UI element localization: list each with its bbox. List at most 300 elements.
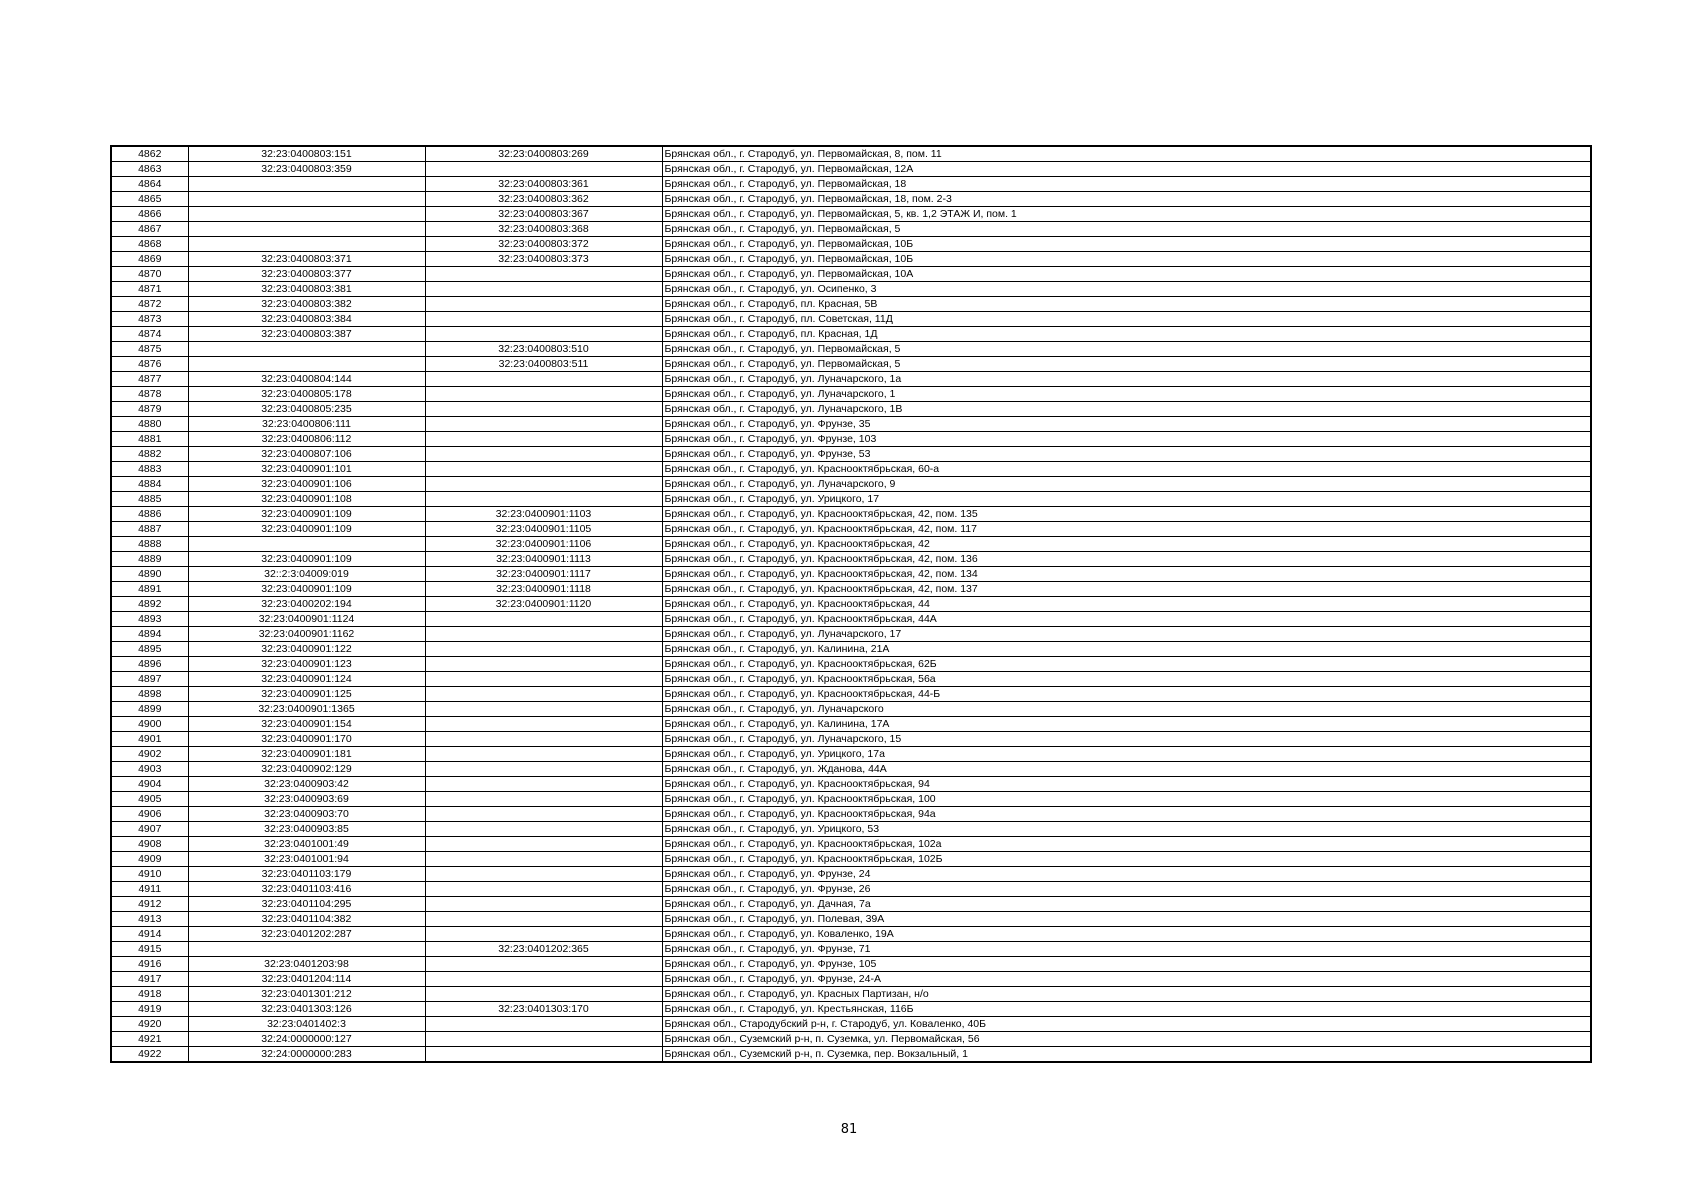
table-row <box>111 612 1591 627</box>
object-cadastral-number-cell <box>425 732 662 747</box>
object-cadastral-number-cell <box>425 777 662 792</box>
object-cadastral-number-cell <box>425 267 662 282</box>
address-cell: Брянская обл., г. Стародуб, ул. Первомайская, 5 <box>662 342 1591 357</box>
cadastral-number-cell: 32:24:0000000:283 <box>188 1047 425 1063</box>
row-number-cell: 4919 <box>111 1002 188 1017</box>
address-cell: Брянская обл., г. Стародуб, ул. Фрунзе, 35 <box>662 417 1591 432</box>
object-cadastral-number-cell <box>425 882 662 897</box>
address-cell: Брянская обл., г. Стародуб, ул. Краснооктябрьская, 94 <box>662 777 1591 792</box>
cadastral-number-cell <box>188 537 425 552</box>
address-cell: Брянская обл., г. Стародуб, ул. Краснооктябрьская, 42, пом. 136 <box>662 552 1591 567</box>
row-number-cell: 4883 <box>111 462 188 477</box>
table-row <box>111 897 1591 912</box>
object-cadastral-number-cell <box>425 717 662 732</box>
object-cadastral-number-cell <box>425 1017 662 1032</box>
address-cell: Брянская обл., г. Стародуб, ул. Осипенко, 3 <box>662 282 1591 297</box>
cadastral-number-cell: 32:23:0400806:111 <box>188 417 425 432</box>
row-number-cell: 4884 <box>111 477 188 492</box>
table-row <box>111 657 1591 672</box>
object-cadastral-number-cell <box>425 657 662 672</box>
object-cadastral-number-cell: 32:23:0400803:368 <box>425 222 662 237</box>
cadastral-number-cell: 32:23:0400903:70 <box>188 807 425 822</box>
table-row <box>111 192 1591 207</box>
object-cadastral-number-cell <box>425 297 662 312</box>
object-cadastral-number-cell <box>425 372 662 387</box>
page-number: 81 <box>840 1122 858 1137</box>
table-row <box>111 177 1591 192</box>
row-number-cell: 4894 <box>111 627 188 642</box>
cadastral-number-cell <box>188 237 425 252</box>
row-number-cell: 4872 <box>111 297 188 312</box>
row-number-cell: 4868 <box>111 237 188 252</box>
table-row <box>111 837 1591 852</box>
address-cell: Брянская обл., г. Стародуб, ул. Краснооктябрьская, 62Б <box>662 657 1591 672</box>
address-cell: Брянская обл., Суземский р-н, п. Суземка, ул. Первомайская, 56 <box>662 1032 1591 1047</box>
address-cell: Брянская обл., г. Стародуб, ул. Краснооктябрьская, 44 <box>662 597 1591 612</box>
object-cadastral-number-cell <box>425 867 662 882</box>
object-cadastral-number-cell: 32:23:0400803:510 <box>425 342 662 357</box>
row-number-cell: 4920 <box>111 1017 188 1032</box>
address-cell: Брянская обл., г. Стародуб, ул. Краснооктябрьская, 42, пом. 134 <box>662 567 1591 582</box>
table-row <box>111 477 1591 492</box>
object-cadastral-number-cell <box>425 747 662 762</box>
object-cadastral-number-cell: 32:23:0400901:1120 <box>425 597 662 612</box>
address-cell: Брянская обл., г. Стародуб, ул. Луначарского, 1 <box>662 387 1591 402</box>
object-cadastral-number-cell: 32:23:0400901:1117 <box>425 567 662 582</box>
row-number-cell: 4922 <box>111 1047 188 1063</box>
table-row <box>111 146 1591 162</box>
cadastral-number-cell: 32:23:0401103:416 <box>188 882 425 897</box>
table-body <box>111 146 1591 1062</box>
cadastral-number-cell: 32:23:0401203:98 <box>188 957 425 972</box>
cadastral-number-cell: 32:23:0400803:384 <box>188 312 425 327</box>
cadastral-number-cell: 32:23:0401001:49 <box>188 837 425 852</box>
address-cell: Брянская обл., г. Стародуб, ул. Краснооктябрьская, 42, пом. 135 <box>662 507 1591 522</box>
table-row <box>111 387 1591 402</box>
cadastral-number-cell <box>188 177 425 192</box>
table-row <box>111 417 1591 432</box>
address-cell: Брянская обл., г. Стародуб, ул. Жданова, 44А <box>662 762 1591 777</box>
object-cadastral-number-cell <box>425 432 662 447</box>
table-row <box>111 627 1591 642</box>
object-cadastral-number-cell <box>425 1032 662 1047</box>
object-cadastral-number-cell: 32:23:0400803:372 <box>425 237 662 252</box>
object-cadastral-number-cell: 32:23:0401202:365 <box>425 942 662 957</box>
address-cell: Брянская обл., г. Стародуб, ул. Фрунзе, 105 <box>662 957 1591 972</box>
object-cadastral-number-cell <box>425 762 662 777</box>
address-cell: Брянская обл., г. Стародуб, ул. Первомайская, 10Б <box>662 252 1591 267</box>
table-row <box>111 402 1591 417</box>
cadastral-number-cell: 32:23:0400805:235 <box>188 402 425 417</box>
row-number-cell: 4900 <box>111 717 188 732</box>
cadastral-number-cell <box>188 357 425 372</box>
object-cadastral-number-cell <box>425 852 662 867</box>
object-cadastral-number-cell: 32:23:0400803:511 <box>425 357 662 372</box>
table-row <box>111 972 1591 987</box>
cadastral-number-cell: 32:23:0401104:295 <box>188 897 425 912</box>
cadastral-number-cell: 32:23:0400903:69 <box>188 792 425 807</box>
row-number-cell: 4874 <box>111 327 188 342</box>
table-row <box>111 582 1591 597</box>
address-cell: Брянская обл., г. Стародуб, ул. Урицкого, 17 <box>662 492 1591 507</box>
object-cadastral-number-cell <box>425 447 662 462</box>
cadastral-number-cell: 32:23:0400901:122 <box>188 642 425 657</box>
row-number-cell: 4864 <box>111 177 188 192</box>
row-number-cell: 4903 <box>111 762 188 777</box>
address-cell: Брянская обл., г. Стародуб, ул. Красных Партизан, н/о <box>662 987 1591 1002</box>
address-cell: Брянская обл., г. Стародуб, ул. Краснооктябрьская, 60-а <box>662 462 1591 477</box>
cadastral-number-cell: 32:23:0400803:382 <box>188 297 425 312</box>
address-cell: Брянская обл., г. Стародуб, ул. Луначарского, 17 <box>662 627 1591 642</box>
row-number-cell: 4887 <box>111 522 188 537</box>
table-row <box>111 867 1591 882</box>
row-number-cell: 4909 <box>111 852 188 867</box>
cadastral-number-cell: 32:23:0400901:124 <box>188 672 425 687</box>
cadastral-number-cell: 32:23:0400901:109 <box>188 552 425 567</box>
row-number-cell: 4905 <box>111 792 188 807</box>
table-row <box>111 747 1591 762</box>
object-cadastral-number-cell <box>425 462 662 477</box>
cadastral-number-cell: 32:23:0400902:129 <box>188 762 425 777</box>
row-number-cell: 4892 <box>111 597 188 612</box>
table-row <box>111 222 1591 237</box>
row-number-cell: 4886 <box>111 507 188 522</box>
row-number-cell: 4917 <box>111 972 188 987</box>
row-number-cell: 4899 <box>111 702 188 717</box>
address-cell: Брянская обл., г. Стародуб, ул. Первомайская, 8, пом. 11 <box>662 146 1591 162</box>
object-cadastral-number-cell <box>425 477 662 492</box>
row-number-cell: 4890 <box>111 567 188 582</box>
row-number-cell: 4873 <box>111 312 188 327</box>
row-number-cell: 4862 <box>111 146 188 162</box>
row-number-cell: 4880 <box>111 417 188 432</box>
row-number-cell: 4908 <box>111 837 188 852</box>
row-number-cell: 4891 <box>111 582 188 597</box>
property-registry-table <box>110 145 1592 1063</box>
table-row <box>111 777 1591 792</box>
row-number-cell: 4901 <box>111 732 188 747</box>
row-number-cell: 4885 <box>111 492 188 507</box>
table-row <box>111 432 1591 447</box>
row-number-cell: 4889 <box>111 552 188 567</box>
object-cadastral-number-cell <box>425 957 662 972</box>
cadastral-number-cell: 32:23:0401402:3 <box>188 1017 425 1032</box>
address-cell: Брянская обл., г. Стародуб, ул. Фрунзе, 24 <box>662 867 1591 882</box>
cadastral-number-cell: 32:23:0400901:108 <box>188 492 425 507</box>
table-row <box>111 597 1591 612</box>
cadastral-number-cell: 32:23:0400901:123 <box>188 657 425 672</box>
table-row <box>111 447 1591 462</box>
row-number-cell: 4913 <box>111 912 188 927</box>
table-row <box>111 957 1591 972</box>
row-number-cell: 4914 <box>111 927 188 942</box>
table-row <box>111 807 1591 822</box>
table-row <box>111 987 1591 1002</box>
row-number-cell: 4893 <box>111 612 188 627</box>
table-row <box>111 282 1591 297</box>
cadastral-number-cell: 32:23:0400901:170 <box>188 732 425 747</box>
object-cadastral-number-cell <box>425 897 662 912</box>
table-row <box>111 1047 1591 1063</box>
object-cadastral-number-cell: 32:23:0400803:361 <box>425 177 662 192</box>
row-number-cell: 4916 <box>111 957 188 972</box>
cadastral-number-cell: 32:23:0400901:109 <box>188 507 425 522</box>
table-row <box>111 462 1591 477</box>
row-number-cell: 4867 <box>111 222 188 237</box>
table-row <box>111 567 1591 582</box>
row-number-cell: 4918 <box>111 987 188 1002</box>
row-number-cell: 4911 <box>111 882 188 897</box>
cadastral-number-cell: 32:23:0400901:1365 <box>188 702 425 717</box>
address-cell: Брянская обл., г. Стародуб, ул. Калинина, 21А <box>662 642 1591 657</box>
cadastral-number-cell: 32:23:0401204:114 <box>188 972 425 987</box>
object-cadastral-number-cell: 32:23:0400803:367 <box>425 207 662 222</box>
address-cell: Брянская обл., г. Стародуб, ул. Первомайская, 10Б <box>662 237 1591 252</box>
address-cell: Брянская обл., г. Стародуб, ул. Фрунзе, 24-А <box>662 972 1591 987</box>
cadastral-number-cell: 32:23:0400901:1124 <box>188 612 425 627</box>
row-number-cell: 4877 <box>111 372 188 387</box>
row-number-cell: 4910 <box>111 867 188 882</box>
address-cell: Брянская обл., г. Стародуб, ул. Полевая, 39А <box>662 912 1591 927</box>
address-cell: Брянская обл., г. Стародуб, ул. Первомайская, 5 <box>662 222 1591 237</box>
address-cell: Брянская обл., г. Стародуб, ул. Луначарского, 9 <box>662 477 1591 492</box>
cadastral-number-cell: 32:23:0400903:42 <box>188 777 425 792</box>
table-row <box>111 672 1591 687</box>
table-row <box>111 372 1591 387</box>
cadastral-number-cell: 32:23:0401001:94 <box>188 852 425 867</box>
address-cell: Брянская обл., г. Стародуб, ул. Фрунзе, 103 <box>662 432 1591 447</box>
row-number-cell: 4870 <box>111 267 188 282</box>
table-row <box>111 792 1591 807</box>
cadastral-number-cell: 32:23:0400803:371 <box>188 252 425 267</box>
object-cadastral-number-cell: 32:23:0400803:269 <box>425 146 662 162</box>
row-number-cell: 4865 <box>111 192 188 207</box>
object-cadastral-number-cell <box>425 1047 662 1063</box>
table-row <box>111 1017 1591 1032</box>
object-cadastral-number-cell <box>425 162 662 177</box>
row-number-cell: 4875 <box>111 342 188 357</box>
row-number-cell: 4907 <box>111 822 188 837</box>
row-number-cell: 4921 <box>111 1032 188 1047</box>
cadastral-number-cell: 32:24:0000000:127 <box>188 1032 425 1047</box>
object-cadastral-number-cell: 32:23:0400901:1105 <box>425 522 662 537</box>
object-cadastral-number-cell <box>425 972 662 987</box>
object-cadastral-number-cell <box>425 612 662 627</box>
table-row <box>111 1002 1591 1017</box>
address-cell: Брянская обл., г. Стародуб, ул. Первомайская, 18, пом. 2-3 <box>662 192 1591 207</box>
address-cell: Брянская обл., г. Стародуб, ул. Первомайская, 5 <box>662 357 1591 372</box>
cadastral-number-cell: 32:23:0400804:144 <box>188 372 425 387</box>
cadastral-number-cell: 32:23:0400901:1162 <box>188 627 425 642</box>
address-cell: Брянская обл., г. Стародуб, ул. Краснооктябрьская, 42 <box>662 537 1591 552</box>
row-number-cell: 4869 <box>111 252 188 267</box>
cadastral-number-cell: 32:23:0400806:112 <box>188 432 425 447</box>
table-row <box>111 297 1591 312</box>
address-cell: Брянская обл., г. Стародуб, ул. Луначарского, 1а <box>662 372 1591 387</box>
address-cell: Брянская обл., г. Стародуб, ул. Крестьянская, 116Б <box>662 1002 1591 1017</box>
table-row <box>111 717 1591 732</box>
address-cell: Брянская обл., г. Стародуб, ул. Фрунзе, 71 <box>662 942 1591 957</box>
table-row <box>111 732 1591 747</box>
cadastral-number-cell: 32:23:0400901:109 <box>188 522 425 537</box>
table-row <box>111 852 1591 867</box>
table-row <box>111 687 1591 702</box>
table-row <box>111 237 1591 252</box>
object-cadastral-number-cell <box>425 672 662 687</box>
object-cadastral-number-cell: 32:23:0400901:1103 <box>425 507 662 522</box>
object-cadastral-number-cell <box>425 402 662 417</box>
row-number-cell: 4898 <box>111 687 188 702</box>
table-row <box>111 267 1591 282</box>
object-cadastral-number-cell <box>425 987 662 1002</box>
cadastral-number-cell: 32:23:0400805:178 <box>188 387 425 402</box>
address-cell: Брянская обл., г. Стародуб, ул. Краснооктябрьская, 44А <box>662 612 1591 627</box>
object-cadastral-number-cell <box>425 912 662 927</box>
address-cell: Брянская обл., г. Стародуб, ул. Краснооктябрьская, 94а <box>662 807 1591 822</box>
cadastral-number-cell: 32:23:0400202:194 <box>188 597 425 612</box>
object-cadastral-number-cell <box>425 387 662 402</box>
cadastral-number-cell: 32:23:0401303:126 <box>188 1002 425 1017</box>
address-cell: Брянская обл., г. Стародуб, ул. Краснооктябрьская, 42, пом. 137 <box>662 582 1591 597</box>
row-number-cell: 4863 <box>111 162 188 177</box>
cadastral-number-cell <box>188 207 425 222</box>
table-row <box>111 492 1591 507</box>
row-number-cell: 4902 <box>111 747 188 762</box>
object-cadastral-number-cell <box>425 327 662 342</box>
object-cadastral-number-cell: 32:23:0400901:1113 <box>425 552 662 567</box>
row-number-cell: 4888 <box>111 537 188 552</box>
row-number-cell: 4912 <box>111 897 188 912</box>
cadastral-number-cell: 32:23:0400901:125 <box>188 687 425 702</box>
object-cadastral-number-cell: 32:23:0401303:170 <box>425 1002 662 1017</box>
cadastral-number-cell: 32:23:0401103:179 <box>188 867 425 882</box>
cadastral-number-cell: 32:23:0400903:85 <box>188 822 425 837</box>
cadastral-number-cell: 32:23:0400803:381 <box>188 282 425 297</box>
object-cadastral-number-cell: 32:23:0400803:362 <box>425 192 662 207</box>
table-row <box>111 342 1591 357</box>
table-row <box>111 912 1591 927</box>
row-number-cell: 4906 <box>111 807 188 822</box>
object-cadastral-number-cell: 32:23:0400901:1118 <box>425 582 662 597</box>
address-cell: Брянская обл., г. Стародуб, ул. Фрунзе, 53 <box>662 447 1591 462</box>
object-cadastral-number-cell <box>425 282 662 297</box>
cadastral-number-cell: 32:23:0400901:101 <box>188 462 425 477</box>
address-cell: Брянская обл., г. Стародуб, ул. Первомайская, 18 <box>662 177 1591 192</box>
address-cell: Брянская обл., г. Стародуб, ул. Урицкого, 53 <box>662 822 1591 837</box>
table-row <box>111 207 1591 222</box>
address-cell: Брянская обл., г. Стародуб, ул. Краснооктябрьская, 100 <box>662 792 1591 807</box>
object-cadastral-number-cell <box>425 312 662 327</box>
table-row <box>111 927 1591 942</box>
cadastral-number-cell: 32:23:0401301:212 <box>188 987 425 1002</box>
row-number-cell: 4915 <box>111 942 188 957</box>
object-cadastral-number-cell <box>425 822 662 837</box>
row-number-cell: 4871 <box>111 282 188 297</box>
object-cadastral-number-cell <box>425 807 662 822</box>
table-row <box>111 1032 1591 1047</box>
row-number-cell: 4895 <box>111 642 188 657</box>
row-number-cell: 4896 <box>111 657 188 672</box>
address-cell: Брянская обл., г. Стародуб, ул. Краснооктябрьская, 56а <box>662 672 1591 687</box>
row-number-cell: 4897 <box>111 672 188 687</box>
object-cadastral-number-cell <box>425 927 662 942</box>
cadastral-number-cell <box>188 942 425 957</box>
address-cell: Брянская обл., г. Стародуб, ул. Краснооктябрьская, 44-Б <box>662 687 1591 702</box>
address-cell: Брянская обл., г. Стародуб, ул. Луначарского, 15 <box>662 732 1591 747</box>
table-row <box>111 252 1591 267</box>
object-cadastral-number-cell <box>425 702 662 717</box>
row-number-cell: 4879 <box>111 402 188 417</box>
cadastral-number-cell: 32:23:0400803:359 <box>188 162 425 177</box>
row-number-cell: 4904 <box>111 777 188 792</box>
address-cell: Брянская обл., Стародубский р-н, г. Стародуб, ул. Коваленко, 40Б <box>662 1017 1591 1032</box>
cadastral-number-cell: 32:23:0400901:109 <box>188 582 425 597</box>
object-cadastral-number-cell: 32:23:0400803:373 <box>425 252 662 267</box>
table-row <box>111 942 1591 957</box>
table-row <box>111 882 1591 897</box>
table-row <box>111 552 1591 567</box>
cadastral-number-cell: 32::2:3:04009:019 <box>188 567 425 582</box>
cadastral-number-cell: 32:23:0400803:151 <box>188 146 425 162</box>
row-number-cell: 4866 <box>111 207 188 222</box>
address-cell: Брянская обл., г. Стародуб, пл. Красная, 5В <box>662 297 1591 312</box>
row-number-cell: 4881 <box>111 432 188 447</box>
cadastral-number-cell: 32:23:0400807:106 <box>188 447 425 462</box>
address-cell: Брянская обл., г. Стародуб, ул. Краснооктябрьская, 102а <box>662 837 1591 852</box>
table-row <box>111 507 1591 522</box>
address-cell: Брянская обл., г. Стародуб, ул. Калинина, 17А <box>662 717 1591 732</box>
address-cell: Брянская обл., г. Стародуб, ул. Урицкого, 17а <box>662 747 1591 762</box>
object-cadastral-number-cell <box>425 627 662 642</box>
address-cell: Брянская обл., г. Стародуб, ул. Фрунзе, 26 <box>662 882 1591 897</box>
table-row <box>111 357 1591 372</box>
cadastral-number-cell: 32:23:0401202:287 <box>188 927 425 942</box>
row-number-cell: 4876 <box>111 357 188 372</box>
object-cadastral-number-cell: 32:23:0400901:1106 <box>425 537 662 552</box>
object-cadastral-number-cell <box>425 687 662 702</box>
table-row <box>111 327 1591 342</box>
object-cadastral-number-cell <box>425 417 662 432</box>
cadastral-number-cell: 32:23:0400803:387 <box>188 327 425 342</box>
table-row <box>111 522 1591 537</box>
table-row <box>111 162 1591 177</box>
table-row <box>111 642 1591 657</box>
table-row <box>111 762 1591 777</box>
cadastral-number-cell <box>188 342 425 357</box>
address-cell: Брянская обл., г. Стародуб, ул. Дачная, 7а <box>662 897 1591 912</box>
table-row <box>111 312 1591 327</box>
row-number-cell: 4878 <box>111 387 188 402</box>
cadastral-number-cell: 32:23:0400803:377 <box>188 267 425 282</box>
cadastral-number-cell: 32:23:0400901:181 <box>188 747 425 762</box>
address-cell: Брянская обл., г. Стародуб, ул. Коваленко, 19А <box>662 927 1591 942</box>
address-cell: Брянская обл., г. Стародуб, ул. Первомайская, 12А <box>662 162 1591 177</box>
cadastral-number-cell: 32:23:0400901:106 <box>188 477 425 492</box>
cadastral-number-cell <box>188 192 425 207</box>
object-cadastral-number-cell <box>425 492 662 507</box>
cadastral-number-cell: 32:23:0401104:382 <box>188 912 425 927</box>
table-row <box>111 537 1591 552</box>
address-cell: Брянская обл., г. Стародуб, ул. Краснооктябрьская, 42, пом. 117 <box>662 522 1591 537</box>
address-cell: Брянская обл., г. Стародуб, пл. Красная, 1Д <box>662 327 1591 342</box>
row-number-cell: 4882 <box>111 447 188 462</box>
address-cell: Брянская обл., г. Стародуб, ул. Луначарского, 1В <box>662 402 1591 417</box>
address-cell: Брянская обл., Суземский р-н, п. Суземка, пер. Вокзальный, 1 <box>662 1047 1591 1063</box>
table-row <box>111 822 1591 837</box>
object-cadastral-number-cell <box>425 837 662 852</box>
table-row <box>111 702 1591 717</box>
cadastral-number-cell: 32:23:0400901:154 <box>188 717 425 732</box>
